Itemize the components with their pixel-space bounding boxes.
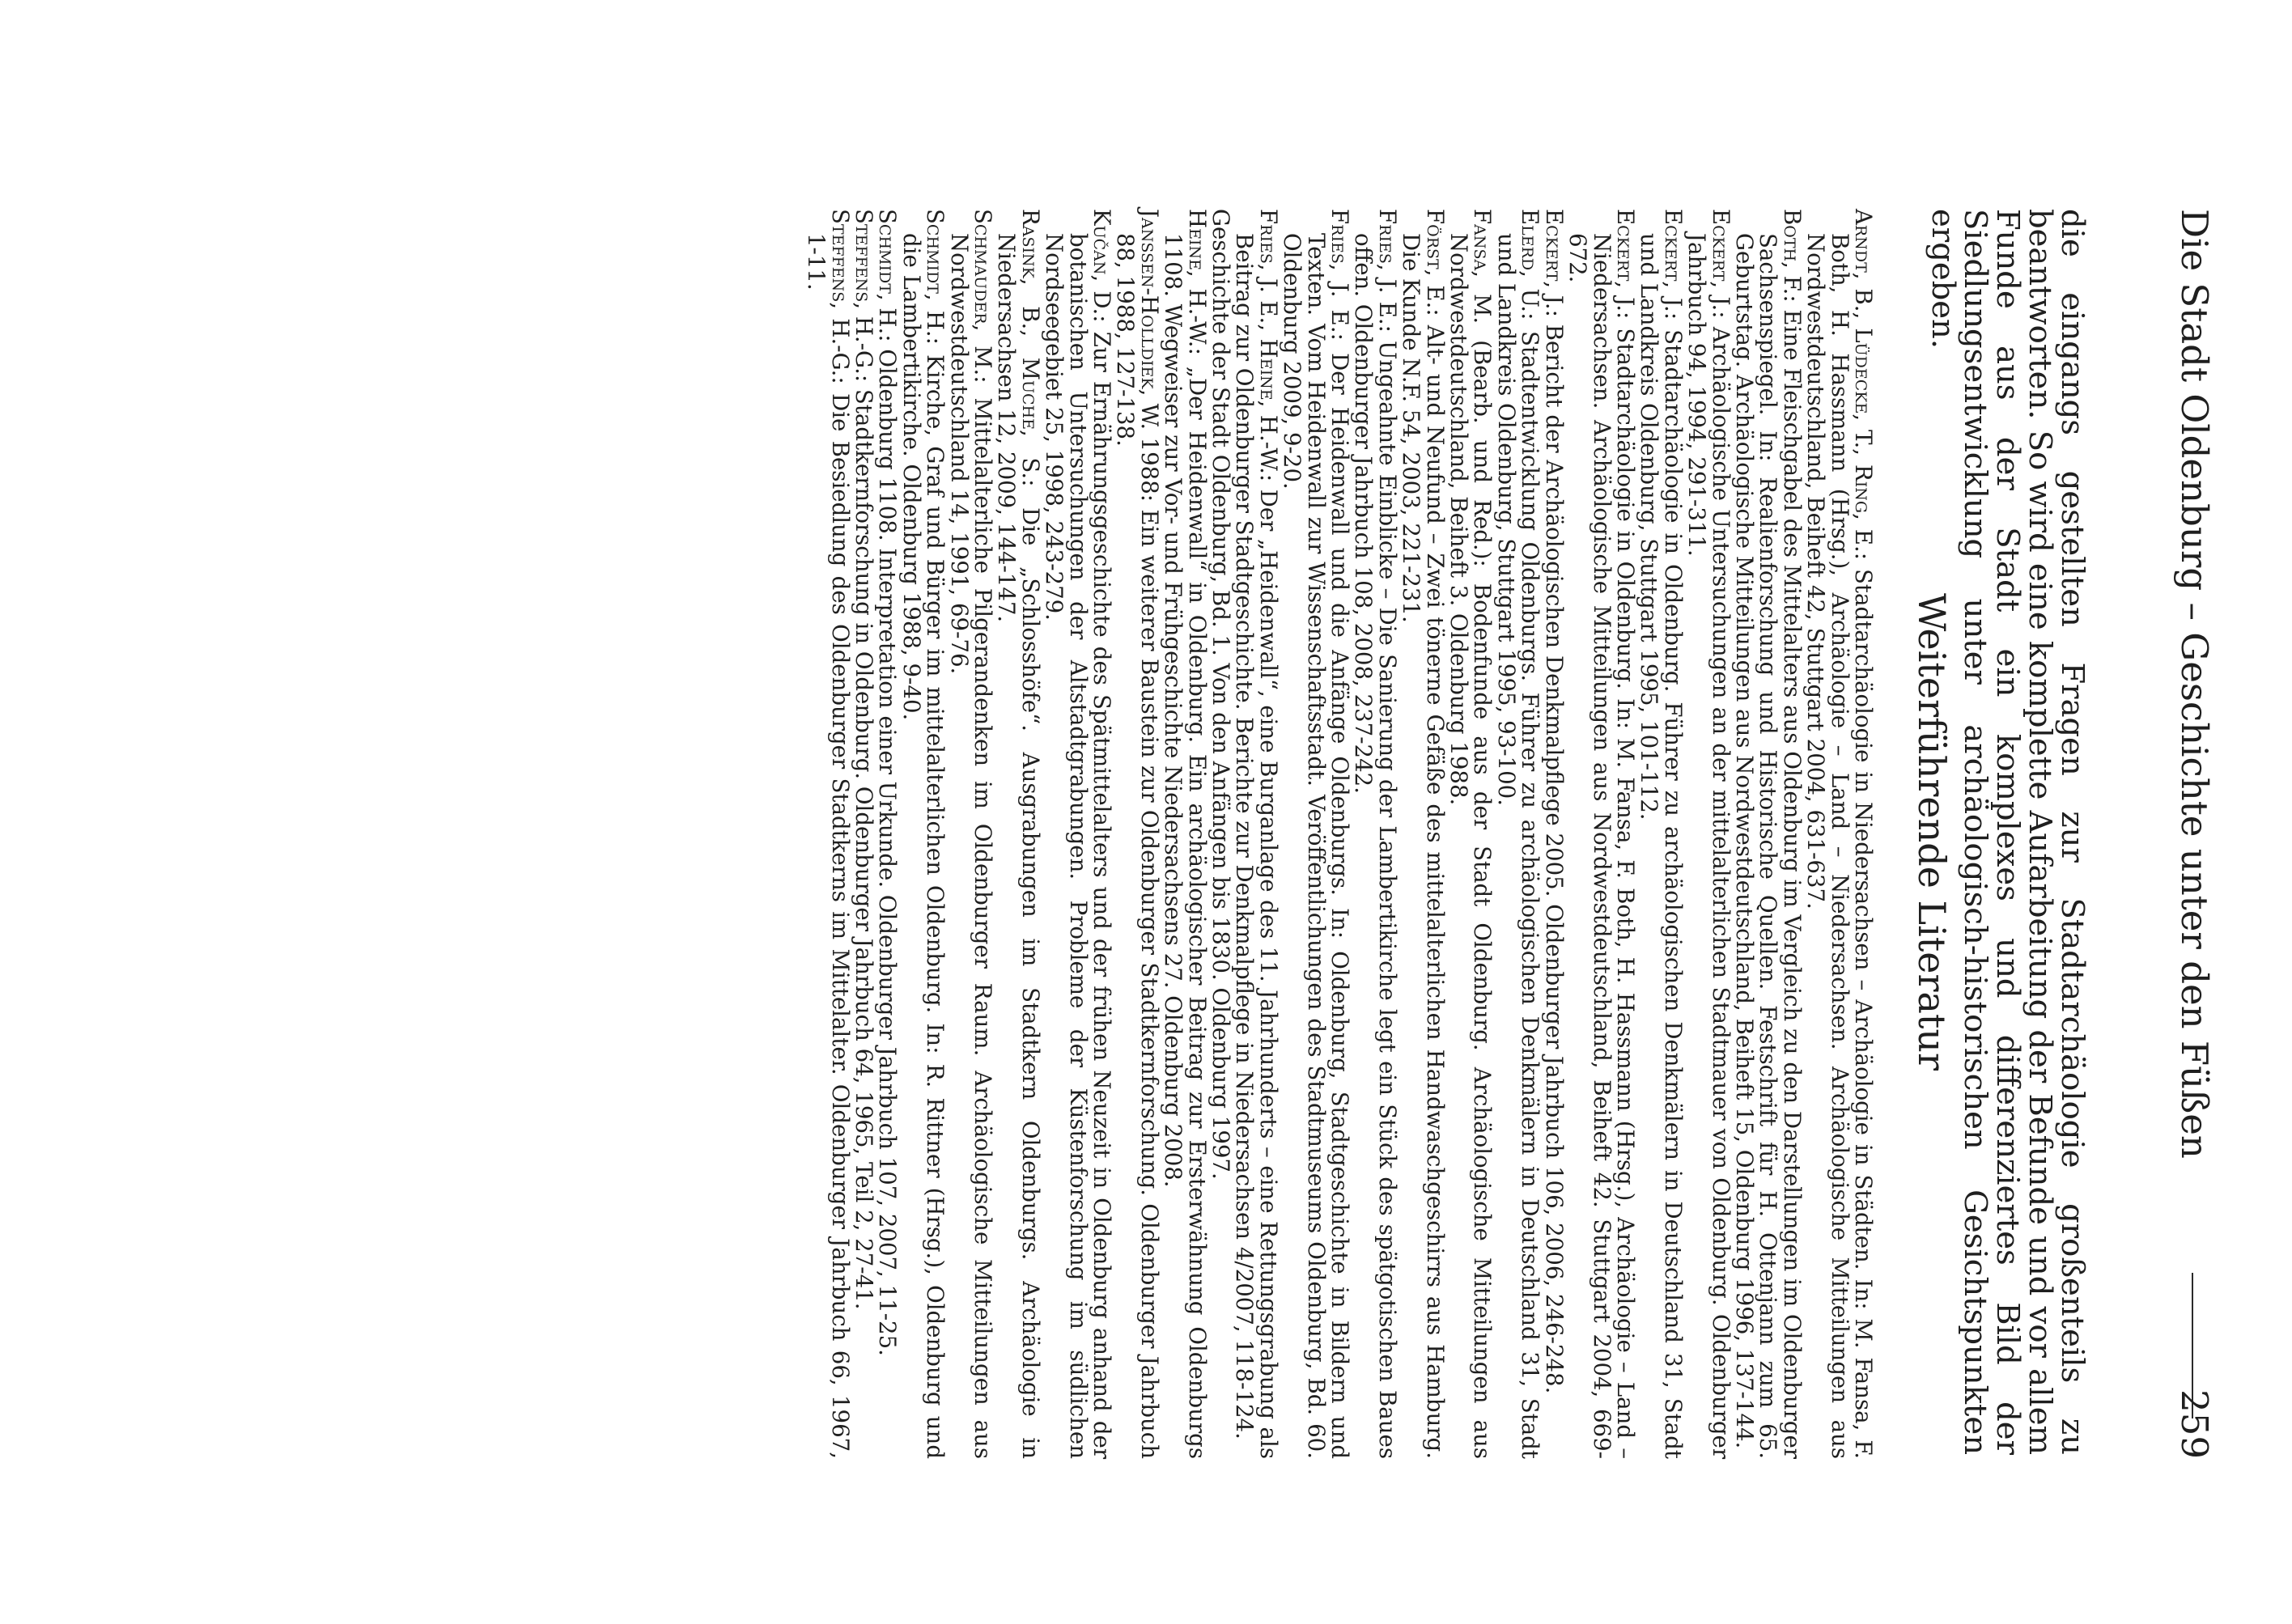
running-head: Die Stadt Oldenburg – Geschichte unter den Füßen [2173,209,2216,1159]
reference-text: Bericht der Archäologischen Denkmalpflege 2005. Oldenburger Jahrbuch 106, 2006, 246-248. [1540,316,1568,1394]
reference-author: Janssen-Holldiek, W. [1135,209,1163,430]
reference-author: Schmidt, H.: [874,209,902,342]
reference-entry [1804,209,1875,1459]
reference-author: Both, F.: [1778,209,1806,303]
reference-entry [1114,209,1161,1459]
reference-text: Eine Fleischgabel des Mittelalters aus Oldenburg im Vergleich zu den Darstellungen im Oldenburger Sachsenspiegel. In: Realienforschung und Historische Quellen. Festschrift für H. Ottenjann zum 65. Geburtstag. Archäologische Mitteilungen aus Nordwestdeutschland, Beiheft 15, Oldenburg 1996, 137-144. [1730,233,1806,1459]
reference-text: Die Besiedlung des Oldenburger Stadtkerns im Mittelalter. Oldenburger Jahrbuch 66, 1967, 1-11. [803,233,854,1459]
reference-text: Alt- und Neufund – Zwei tönerne Gefäße des mittelalterlichen Handwaschgeschirrs aus Hamburg. Die Kunde N.F. 54, 2003, 221-231. [1398,233,1449,1459]
reference-entry [874,209,902,1459]
reference-text: (Bearb. und Red.): Bodenfunde aus der Stadt Oldenburg. Archäologische Mitteilungen aus Nordwestdeutschland, Beiheft 3. Oldenburg 1988. [1445,233,1496,1459]
section-title: Weiterführende Literatur [1910,592,1954,1071]
reference-entry [1399,209,1447,1459]
reference-entry [1280,209,1352,1459]
reference-entry [1352,209,1399,1459]
reference-entry [1685,209,1733,1459]
reference-entry [1730,209,1806,1459]
reference-text: Archäologische Untersuchungen an der mittelalterlichen Stadtmauer von Oldenburg. Oldenburger Jahrbuch 94, 1994, 291-311. [1683,233,1734,1460]
reference-entry [1492,209,1544,1459]
reference-entry [1233,209,1280,1459]
reference-author: Fries, J. E.: [1326,209,1354,341]
reference-author: Schmauder, M.: [969,209,996,384]
reference-author: Arndt, B., Lüdecke, T., Ring, E.: [1850,209,1877,561]
reference-entry [947,209,995,1459]
reference-author: Steffens, H.-G.: [826,209,854,384]
reference-entry [1540,209,1568,1459]
reference-text: Stadtkernforschung in Oldenburg. Oldenburger Jahrbuch 64, 1965, Teil 2, 27-41. [850,382,877,1310]
reference-author: Eckert, J.: [1611,209,1639,320]
reference-author: Steffens, H.-G.: [850,209,877,383]
reference-text: Die „Schlosshöfe“. Ausgrabungen im Stadtkern Oldenburgs. Archäologie in Niedersachsen 12, 2009, 144-147. [993,233,1044,1460]
reference-author: Rasink, B., Muche, S.: [1017,209,1044,487]
reference-author: Fries, J. E., Heine, H.-W.: [1254,209,1282,482]
reference-entry [1042,209,1114,1459]
page-number: 259 [2173,1389,2216,1459]
reference-entry [852,209,876,1459]
reference-text: Zur Ernährungsgeschichte des Spätmittelalters und der frühen Neuzeit in Oldenburg anhand der botanischen Untersuchungen der Altstadtgrabungen. Probleme der Küstenforschung im südlichen Nordseegebiet 25, 1998, 243-279. [1041,233,1115,1460]
reference-entry [1637,209,1685,1459]
reference-author: Eckert, J.: [1540,209,1568,317]
reference-author: Först, E.: [1421,209,1449,316]
reference-author: Fansa, M. [1469,209,1496,324]
reference-text: Der „Heidenwall“, eine Burganlage des 11. Jahrhunderts – eine Rettungsgrabung als Beitrag zur Oldenburger Stadtgeschichte. Berichte zur Denkmalpflege in Niedersachsen 4/2007, 118-124. [1231,233,1282,1459]
reference-author: Kučan, D.: [1089,209,1115,323]
reference-text: Stadtarchäologie in Oldenburg. In: M. Fansa, F. Both, H. Hassmann (Hrsg.), Archäologie – Land – Niedersachsen. Archäologische Mitteilungen aus Nordwestdeutschland, Beiheft 42. Stuttgart 2004, 669-672. [1564,233,1639,1459]
page-header [2171,209,2218,1459]
reference-entry [1447,209,1495,1459]
reference-entry [899,209,947,1459]
reference-author: Eckert, J.: [1659,209,1687,320]
reference-text: Stadtarchäologie in Oldenburg. Führer zu archäologischen Denkmälern in Deutschland 31, Stadt und Landkreis Oldenburg, Stuttgart 1995, 101-112. [1636,233,1687,1460]
reference-entry [1566,209,1637,1459]
intro-text: die eingangs gestellten Fragen zur Stadtarchäologie großenteils zu beantworten. So wird eine komplette Aufarbeitung der Befunde und vor allem Funde aus der Stadt ein komplexes und differenziertes Bild der Siedlungsentwicklung unter archäologisch-historischen Gesichtspunkten ergeben. [1925,209,2090,1455]
reference-author: Fries, J. E.: [1373,209,1401,333]
reference-list [804,209,1875,1459]
reference-text: Geschichte der Stadt Oldenburg, Bd. 1. Von den Anfängen bis 1830. Oldenburg 1997. [1208,209,1235,1180]
reference-entry [1161,209,1209,1459]
reference-entry [1209,209,1233,1459]
reference-entry [804,209,852,1459]
reference-author: Eckert, J.: [1707,209,1734,319]
reference-text: Der Heidenwall und die Anfänge Oldenburgs. In: Oldenburg, Stadtgeschichte in Bildern und Texten. Vom Heidenwall zur Wissenschaftsstadt. Veröffentlichungen des Stadtmuseums Oldenburg, Bd. 60. Oldenburg 2009, 9-20. [1279,233,1354,1459]
reference-author: Schmidt, H.: [922,209,949,345]
reference-author: Heine, H.-W.: [1183,209,1211,355]
reference-text: Kirche, Graf und Bürger im mittelalterlichen Oldenburg. In: R. Rittner (Hrsg.), Oldenburg und die Lambertikirche. Oldenburg 1988, 9-40. [898,233,949,1459]
reference-text: Oldenburg 1108. Interpretation einer Urkunde. Oldenburger Jahrbuch 107, 2007, 11-25. [874,341,902,1356]
reference-entry [995,209,1042,1459]
reference-text: Mittelalterliche Pilgerandenken im Oldenburger Raum. Archäologische Mitteilungen aus Nordwestdeutschland 14, 1991, 69-76. [945,233,996,1459]
reference-text: Stadtarchäologie in Niedersachsen – Archäologie in Städten. In: M. Fansa, F. Both, H. Hassmann (Hrsg.), Archäologie – Land – Niedersachsen. Archäologische Mitteilungen aus Nordwestdeutschland, Beiheft 42, Stuttgart 2004, 631-637. [1802,233,1877,1459]
reference-text: „Der Heidenwall“ in Oldenburg. Ein archäologischer Beitrag zur Ersterwähnung Oldenburgs 1108. Wegweiser zur Vor- und Frühgeschichte Niedersachsens 27. Oldenburg 2008. [1160,233,1211,1459]
reference-text: Stadtentwicklung Oldenburgs. Führer zu archäologischen Denkmälern in Deutschland 31, Stadt und Landkreis Oldenburg, Stuttgart 1995, 93-100. [1492,233,1544,1459]
reference-text: Ungeahnte Einblicke – Die Sanierung der Lambertikirche legt ein Stück des spätgotischen Baues offen. Oldenburger Jahrbuch 108, 2008, 237-242. [1350,233,1401,1459]
reference-text: 1988: Ein weiterer Baustein zur Oldenburger Stadtkernforschung. Oldenburger Jahrbuch 88, 1988, 127-138. [1112,233,1163,1459]
reference-author: Elerd, U.: [1517,209,1544,320]
